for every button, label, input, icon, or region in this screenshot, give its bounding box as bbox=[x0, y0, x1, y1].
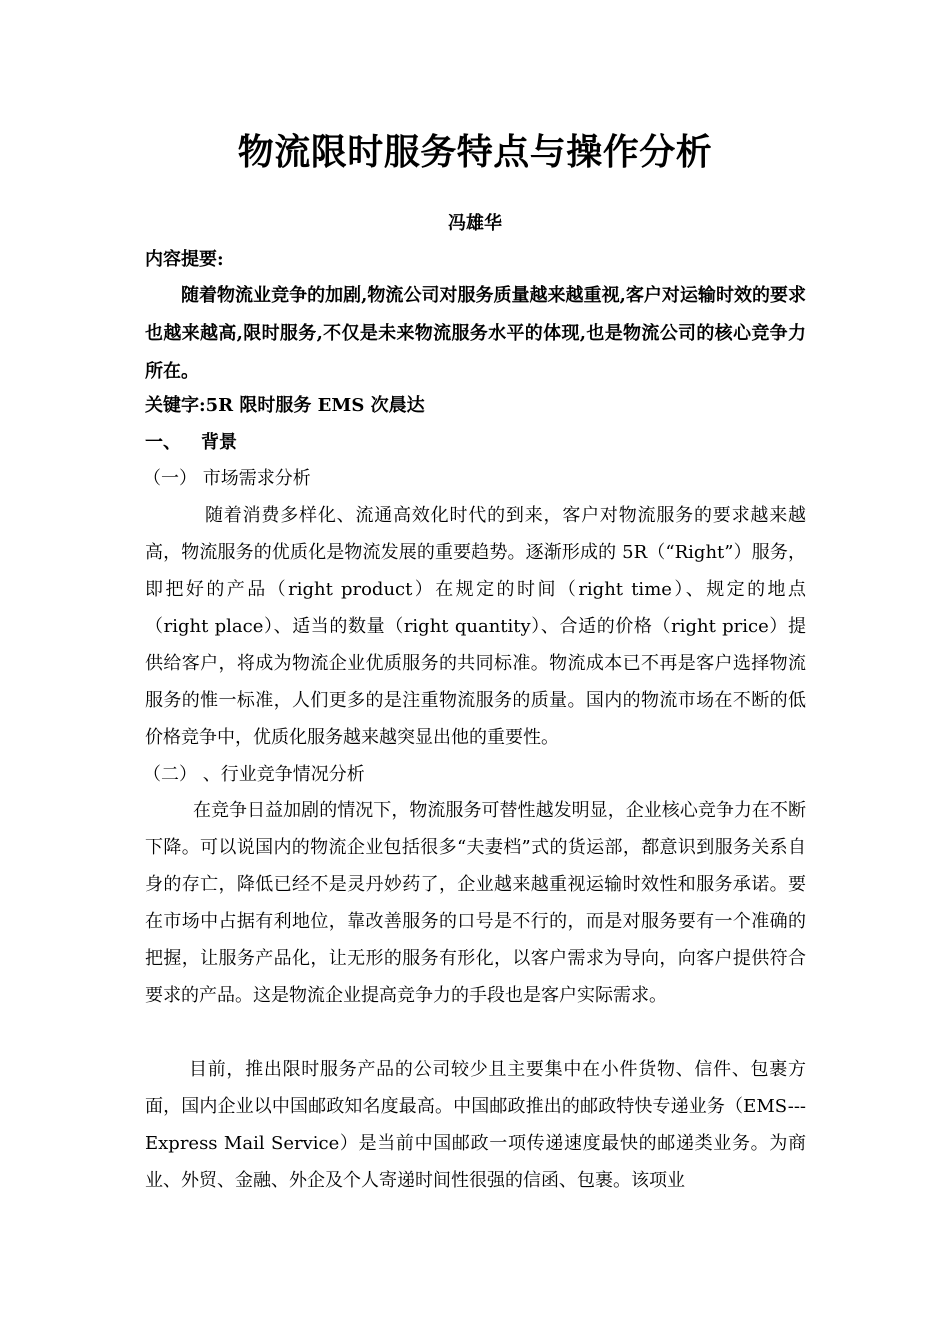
keywords-value: 5R 限时服务 EMS 次晨达 bbox=[205, 395, 425, 416]
subsection-heading-market: （一） 市场需求分析 bbox=[143, 468, 311, 489]
section-title: 背景 bbox=[201, 432, 237, 453]
subsection-heading-competition: （二） 、行业竞争情况分析 bbox=[143, 764, 365, 785]
abstract-body bbox=[145, 277, 806, 391]
abstract-label: 内容提要: bbox=[145, 249, 224, 270]
paragraph-current-text: 目前，推出限时服务产品的公司较少且主要集中在小件货物、信件、包裹方面，国内企业以中国邮政知名度最高。中国邮政推出的邮政特快专递业务（EMS---Express Mail Service）是当前中国邮政一项传递速度最快的邮递类业务。为商业、外贸、金融、外企及个人寄递时间性很强的信函、包裹。该项业 bbox=[145, 1059, 806, 1191]
paragraph-competition bbox=[145, 792, 806, 1014]
paragraph-current bbox=[145, 1051, 806, 1199]
abstract-section bbox=[145, 247, 806, 273]
paragraph-market bbox=[145, 497, 806, 756]
keywords-line bbox=[145, 393, 806, 419]
abstract-text: 随着物流业竞争的加剧,物流公司对服务质量越来越重视,客户对运输时效的要求也越来越高,限时服务,不仅是未来物流服务水平的体现,也是物流公司的核心竞争力所在。 bbox=[145, 285, 806, 382]
author-name: 冯雄华 bbox=[448, 213, 502, 234]
section-heading-background bbox=[145, 430, 806, 456]
document-title: 物流限时服务特点与操作分析 bbox=[237, 132, 713, 173]
keywords-label: 关键字: bbox=[145, 395, 206, 416]
section-number: 一、 bbox=[145, 432, 181, 453]
paragraph-market-text: 随着消费多样化、流通高效化时代的到来，客户对物流服务的要求越来越高，物流服务的优质化是物流发展的重要趋势。逐渐形成的 5R（“Right”）服务，即把好的产品（right product）在规定的时间（right time）、规定的地点（right place）、适当的数量（right quantity）、合适的价格（right price）提供给客户，将成为物流企业优质服务的共同标准。物流成本已不再是客户选择物流服务的惟一标准，人们更多的是注重物流服务的质量。国内的物流市场在不断的低价格竞争中，优质化服务越来越突显出他的重要性。 bbox=[145, 505, 806, 748]
paragraph-competition-text: 在竞争日益加剧的情况下，物流服务可替性越发明显，企业核心竞争力在不断下降。可以说国内的物流企业包括很多“夫妻档”式的货运部，都意识到服务关系自身的存亡，降低已经不是灵丹妙药了，企业越来越重视运输时效性和服务承诺。要在市场中占据有利地位，靠改善服务的口号是不行的，而是对服务要有一个准确的把握，让服务产品化，让无形的服务有形化，以客户需求为导向，向客户提供符合要求的产品。这是物流企业提高竞争力的手段也是客户实际需求。 bbox=[145, 800, 806, 1006]
